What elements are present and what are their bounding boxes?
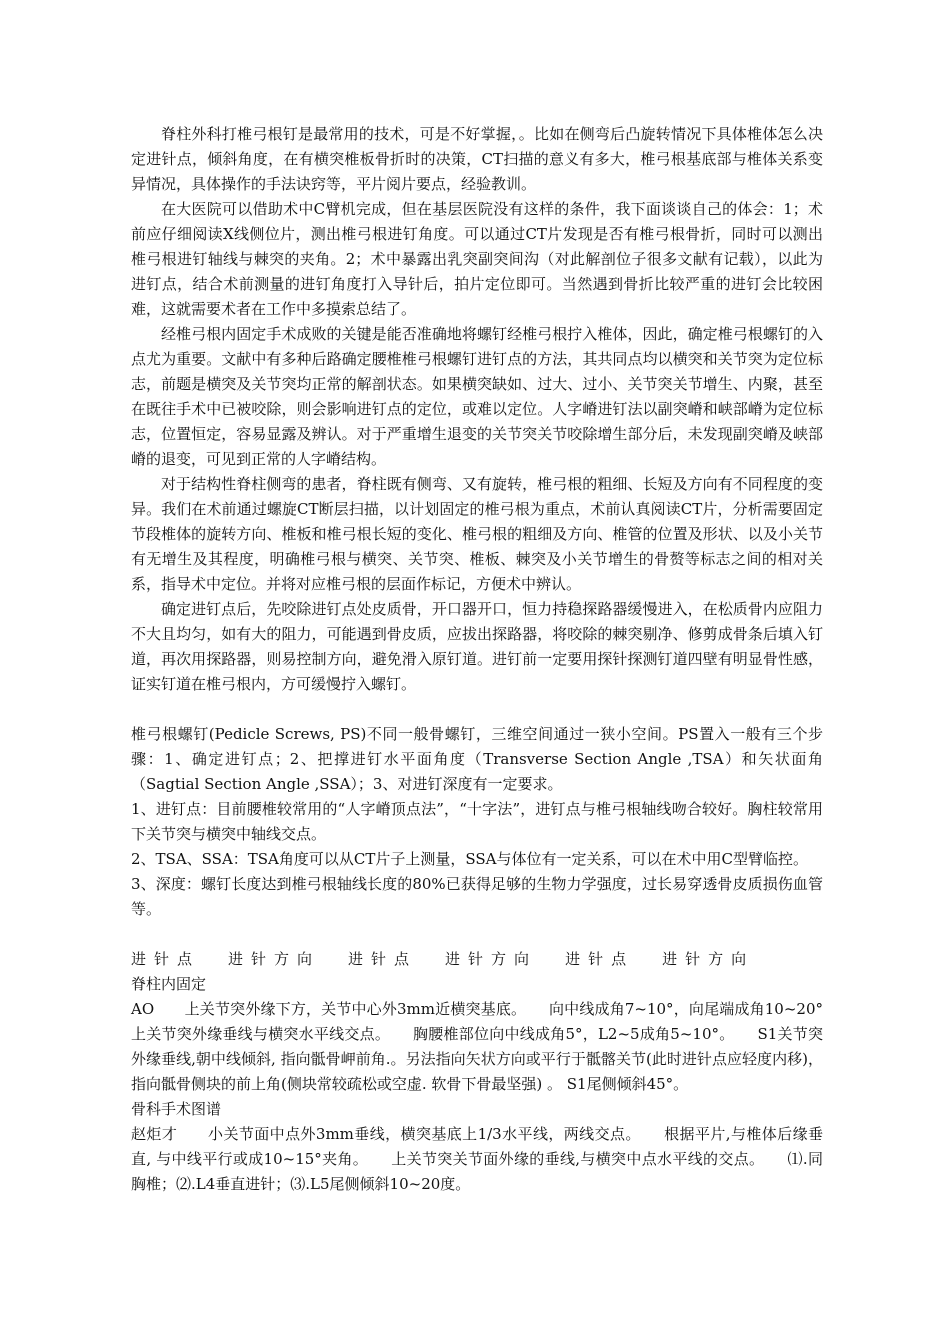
header-cell: 进针点 — [131, 950, 201, 968]
spacer — [131, 922, 823, 947]
header-cell: 进针方向 — [662, 950, 755, 968]
header-cell: 进针方向 — [228, 950, 321, 968]
table-line-ao: AO 上关节突外缘下方，关节中心外3mm近横突基底。 向中线成角7~10°，向尾端成角10~20° 上关节突外缘垂线与横突水平线交点。 胸腰椎部位向中线成角5°，L2~5成角5~10°。 S1关节突外缘垂线,朝中线倾斜, 指向骶骨岬前角.。另法指向矢状方向或平行于骶髂关节(此时进针点应轻度内移)，指向骶骨侧块的前上角(侧块常较疏松或空虚. 软骨下骨最坚强) 。 S1尾侧倾斜45°。 — [131, 1000, 854, 1093]
table-line-atlas: 骨科手术图谱 — [131, 1100, 222, 1118]
ps-depth: 3、深度：螺钉长度达到椎弓根轴线长度的80%已获得足够的生物力学强度，过长易穿透骨皮质损伤血管等。 — [131, 875, 823, 918]
paragraph-scoliosis: 对于结构性脊柱侧弯的患者，脊柱既有侧弯、又有旋转，椎弓根的粗细、长短及方向有不同程度的变异。我们在术前通过螺旋CT断层扫描，以计划固定的椎弓根为重点，术前认真阅读CT片，分析需要固定节段椎体的旋转方向、椎板和椎弓根长短的变化、椎弓根的粗细及方向、椎管的位置及形状、以及小关节有无增生及其程度，明确椎弓根与横突、关节突、椎板、棘突及小关节增生的骨赘等标志之间的相对关系，指导术中定位。并将对应椎弓根的层面作标记，方便术中辨认。 — [131, 475, 823, 593]
table-header — [131, 947, 823, 972]
document-body — [131, 122, 854, 1197]
ps-intro: 椎弓根螺钉(Pedicle Screws, PS)不同一般骨螺钉，三维空间通过一狭小空间。PS置入一般有三个步骤：1、确定进钉点；2、把撑进钉水平面角度（Transverse Section Angle ,TSA）和矢状面角（Sagtial Section Angle ,SSA）；3、对进钉深度有一定要求。 — [131, 725, 823, 793]
header-cell: 进针点 — [348, 950, 418, 968]
paragraph-procedure: 确定进钉点后，先咬除进钉点处皮质骨，开口器开口，恒力持稳探路器缓慢进入，在松质骨内应阻力不大且均匀，如有大的阻力，可能遇到骨皮质，应拔出探路器，将咬除的棘突剔净、修剪成骨条后填入钉道，再次用探路器，则易控制方向，避免滑入原钉道。进钉前一定要用探针探测钉道四壁有明显骨性感，证实钉道在椎弓根内，方可缓慢拧入螺钉。 — [131, 600, 823, 693]
ps-angles: 2、TSA、SSA：TSA角度可以从CT片子上测量，SSA与体位有一定关系，可以在术中用C型臂临控。 — [131, 850, 808, 868]
header-cell: 进针点 — [565, 950, 635, 968]
paragraph-key-points: 经椎弓根内固定手术成败的关键是能否准确地将螺钉经椎弓根拧入椎体，因此，确定椎弓根螺钉的入点尤为重要。文献中有多种后路确定腰椎椎弓根螺钉进钉点的方法，其共同点均以横突和关节突为定位标志，前题是横突及关节突均正常的解剖状态。如果横突缺如、过大、过小、关节突关节增生、内聚，甚至在既往手术中已被咬除，则会影响进钉点的定位，或难以定位。人字嵴进钉法以副突嵴和峡部嵴为定位标志，位置恒定，容易显露及辨认。对于严重增生退变的关节突关节咬除增生部分后，未发现副突嵴及峡部嵴的退变，可见到正常的人字嵴结构。 — [131, 325, 823, 468]
spacer — [131, 697, 823, 722]
header-cell: 进针方向 — [445, 950, 538, 968]
table-line-spine-fixation: 脊柱内固定 — [131, 975, 207, 993]
paragraph-intro: 脊柱外科打椎弓根钉是最常用的技术，可是不好掌握，。比如在侧弯后凸旋转情况下具体椎体怎么决定进针点，倾斜角度，在有横突椎板骨折时的决策，CT扫描的意义有多大，椎弓根基底部与椎体关系变异情况，具体操作的手法诀窍等，平片阅片要点，经验教训。 — [131, 125, 823, 193]
ps-entry-point: 1、进钉点：目前腰椎较常用的“人字嵴顶点法”，“十字法”，进钉点与椎弓根轴线吻合较好。胸柱较常用下关节突与横突中轴线交点。 — [131, 800, 823, 843]
paragraph-experience: 在大医院可以借助术中C臂机完成，但在基层医院没有这样的条件，我下面谈谈自己的体会：1；术前应仔细阅读X线侧位片，测出椎弓根进钉角度。可以通过CT片发现是否有椎弓根骨折，同时可以测出椎弓根进钉轴线与棘突的夹角。2；术中暴露出乳突副突间沟（对此解剖位子很多文献有记载），以此为进钉点，结合术前测量的进钉角度打入导针后，拍片定位即可。当然遇到骨折比较严重的进钉会比较困难，这就需要术者在工作中多摸索总结了。 — [131, 200, 823, 318]
table-line-zhao: 赵炬才 小关节面中点外3mm垂线，横突基底上1/3水平线，两线交点。 根据平片,与椎体后缘垂直, 与中线平行或成10~15°夹角。 上关节突关节面外缘的垂线,与横突中点水平线的交点。 ⑴.同胸椎；⑵.L4垂直进针；⑶.L5尾侧倾斜10~20度。 — [131, 1125, 823, 1193]
